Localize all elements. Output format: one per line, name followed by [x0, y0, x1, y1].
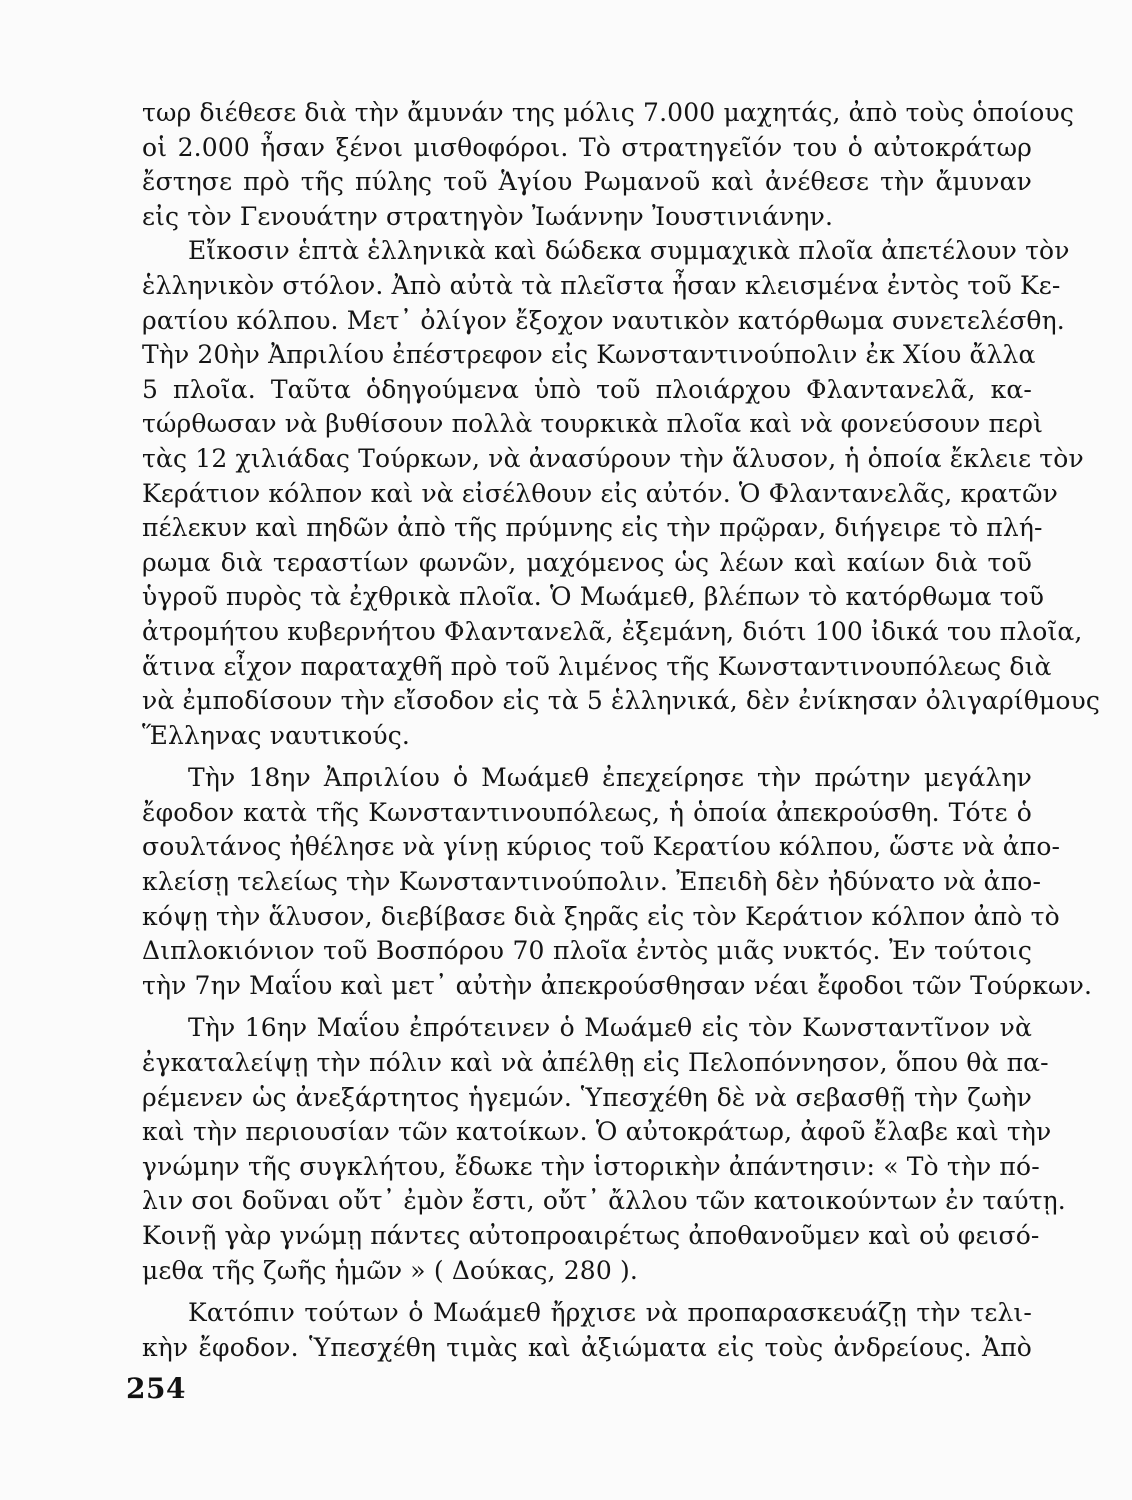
text-line: ρωμα διὰ τεραστίων φωνῶν, μαχόμενος ὡς λέων καὶ καίων διὰ τοῦ: [142, 547, 1032, 577]
text-line: πέλεκυν καὶ πηδῶν ἀπὸ τῆς πρύμνης εἰς τὴν πρῷραν, διήγειρε τὸ πλή-: [142, 513, 1043, 543]
text-line: τὰς 12 χιλιάδας Τούρκων, νὰ ἀνασύρουν τὴν ἅλυσον, ἡ ὁποία ἔκλειε τὸν: [142, 443, 1084, 473]
text-line: Τὴν 20ὴν Ἀπριλίου ἐπέστρεφον εἰς Κωνσταντινούπολιν ἐκ Χίου ἄλλα: [142, 340, 1036, 370]
text-line: νὰ ἐμποδίσουν τὴν εἴσοδον εἰς τὰ 5 ἑλληνικά, δὲν ἐνίκησαν ὀλιγαρίθμους: [142, 686, 1101, 716]
text-line: 5 πλοῖα. Ταῦτα ὁδηγούμενα ὑπὸ τοῦ πλοιάρχου Φλαντανελᾶ, κα-: [142, 374, 1032, 404]
text-line: ρέμενεν ὡς ἀνεξάρτητος ἡγεμών. Ὑπεσχέθη δὲ νὰ σεβασθῇ τὴν ζωὴν: [142, 1082, 1032, 1112]
text-line: ἐγκαταλείψῃ τὴν πόλιν καὶ νὰ ἀπέλθῃ εἰς Πελοπόννησον, ὅπου θὰ πα-: [142, 1048, 1049, 1078]
text-line: εἰς τὸν Γενουάτην στρατηγὸν Ἰωάννην Ἰουστινιάνην.: [142, 201, 834, 231]
text-line: τωρ διέθεσε διὰ τὴν ἄμυνάν της μόλις 7.000 μαχητάς, ἀπὸ τοὺς ὁποίους: [142, 98, 1074, 127]
text-line: κλείσῃ τελείως τὴν Κωνσταντινούπολιν. Ἐπειδὴ δὲν ἠδύνατο νὰ ἀπο-: [142, 867, 1042, 897]
text-line: Τὴν 16ην Μαΐου ἐπρότεινεν ὁ Μωάμεθ εἰς τὸν Κωνσταντῖνον νὰ: [188, 1013, 1032, 1043]
text-line: μεθα τῆς ζωῆς ἡμῶν » ( Δούκας, 280 ).: [142, 1255, 639, 1285]
text-line: ὑγροῦ πυρὸς τὰ ἐχθρικὰ πλοῖα. Ὁ Μωάμεθ, βλέπων τὸ κατόρθωμα τοῦ: [142, 582, 1045, 612]
text-line: τώρθωσαν νὰ βυθίσουν πολλὰ τουρκικὰ πλοῖα καὶ νὰ φονεύσουν περὶ: [142, 409, 1044, 439]
text-line: ρατίου κόλπου. Μετ᾿ ὀλίγον ἔξοχον ναυτικὸν κατόρθωμα συνετελέσθη.: [142, 305, 1065, 335]
text-line: Τὴν 18ην Ἀπριλίου ὁ Μωάμεθ ἐπεχείρησε τὴν πρώτην μεγάλην: [188, 763, 1032, 793]
page-number: 254: [126, 1372, 186, 1405]
text-line: οἱ 2.000 ἦσαν ξένοι μισθοφόροι. Τὸ στρατηγεῖόν του ὁ αὐτοκράτωρ: [142, 132, 1032, 162]
text-line: ἑλληνικὸν στόλον. Ἀπὸ αὐτὰ τὰ πλεῖστα ἦσαν κλεισμένα ἐντὸς τοῦ Κε-: [142, 270, 1061, 300]
text-line: σουλτάνος ἠθέλησε νὰ γίνῃ κύριος τοῦ Κερατίου κόλπου, ὥστε νὰ ἀπο-: [142, 832, 1061, 862]
text-line: Κατόπιν τούτων ὁ Μωάμεθ ἤρχισε νὰ προπαρασκευάζῃ τὴν τελι-: [188, 1298, 1032, 1328]
text-line: λιν σοι δοῦναι οὔτ᾿ ἐμὸν ἔστι, οὔτ᾿ ἄλλου τῶν κατοικούντων ἐν ταύτῃ.: [142, 1186, 1066, 1216]
text-line: ἅτινα εἶχον παραταχθῆ πρὸ τοῦ λιμένος τῆς Κωνσταντινουπόλεως διὰ: [142, 651, 1052, 681]
text-line: γνώμην τῆς συγκλήτου, ἔδωκε τὴν ἱστορικὴν ἀπάντησιν: « Τὸ τὴν πό-: [142, 1151, 1040, 1181]
text-line: ἀτρομήτου κυβερνήτου Φλαντανελᾶ, ἐξεμάνη, διότι 100 ἰδικά του πλοῖα,: [142, 616, 1083, 646]
text-line: Ἕλληνας ναυτικούς.: [142, 720, 410, 750]
text-line: καὶ τὴν περιουσίαν τῶν κατοίκων. Ὁ αὐτοκράτωρ, ἀφοῦ ἔλαβε καὶ τὴν: [142, 1117, 1052, 1147]
text-line: Εἴκοσιν ἑπτὰ ἑλληνικὰ καὶ δώδεκα συμμαχικὰ πλοῖα ἀπετέλουν τὸν: [188, 236, 1070, 266]
text-line: κόψῃ τὴν ἅλυσον, διεβίβασε διὰ ξηρᾶς εἰς τὸν Κεράτιον κόλπον ἀπὸ τὸ: [142, 901, 1060, 931]
paragraph-gap: [142, 753, 1032, 761]
paragraph-gap: [142, 1003, 1032, 1011]
text-line: τὴν 7ην Μαΐου καὶ μετ᾿ αὐτὴν ἀπεκρούσθησαν νέαι ἔφοδοι τῶν Τούρκων.: [142, 970, 1093, 1000]
text-line: ἔφοδον κατὰ τῆς Κωνσταντινουπόλεως, ἡ ὁποία ἀπεκρούσθη. Τότε ὁ: [142, 797, 1032, 827]
text-line: ἔστησε πρὸ τῆς πύλης τοῦ Ἁγίου Ρωμανοῦ καὶ ἀνέθεσε τὴν ἄμυναν: [142, 167, 1032, 197]
paragraph-gap: [142, 1288, 1032, 1296]
text-line: κὴν ἔφοδον. Ὑπεσχέθη τιμὰς καὶ ἀξιώματα εἰς τοὺς ἀνδρείους. Ἀπὸ: [142, 1332, 1032, 1362]
text-line: Κεράτιον κόλπον καὶ νὰ εἰσέλθουν εἰς αὐτόν. Ὁ Φλαντανελᾶς, κρατῶν: [142, 478, 1058, 508]
text-line: Κοινῇ γὰρ γνώμῃ πάντες αὐτοπροαιρέτως ἀποθανοῦμεν καὶ οὐ φεισό-: [142, 1221, 1040, 1250]
body-text: [142, 96, 1101, 1365]
text-line: Διπλοκιόνιον τοῦ Βοσπόρου 70 πλοῖα ἐντὸς μιᾶς νυκτός. Ἐν τούτοις: [142, 936, 1032, 966]
